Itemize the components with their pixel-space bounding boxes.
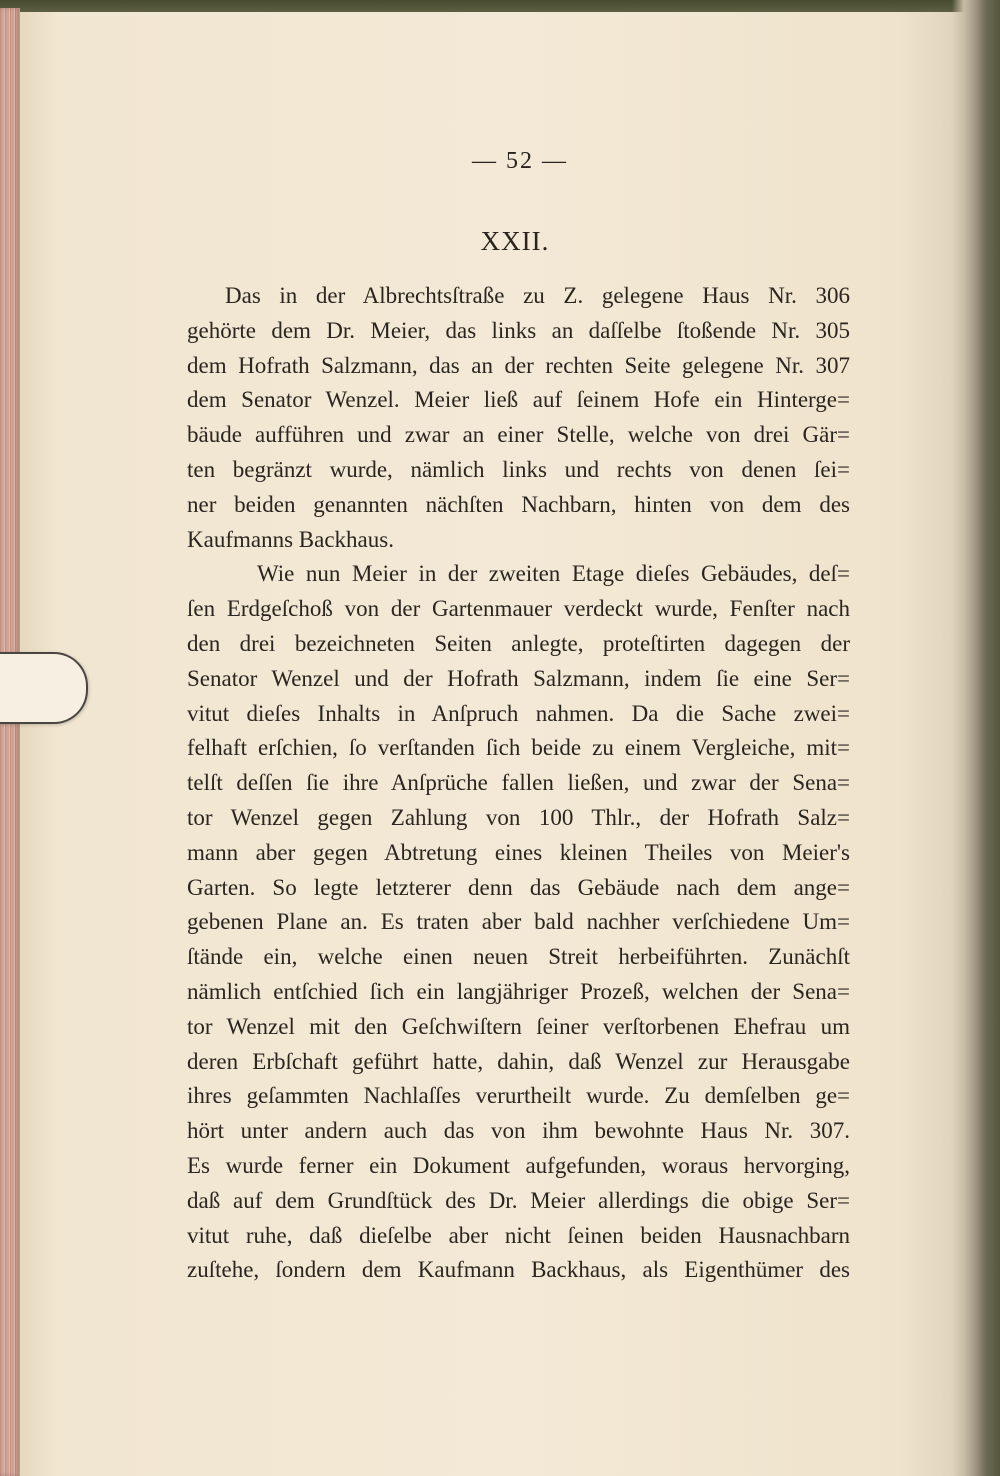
text-line: ner beiden genannten nächſten Nachbarn, hinten von dem des — [187, 491, 850, 517]
text-line: den drei bezeichneten Seiten anlegte, proteſtirten dagegen der — [187, 630, 850, 656]
text-line: ihres geſammten Nachlaſſes verurtheilt wurde. Zu demſelben ge= — [187, 1083, 850, 1109]
text-line: tor Wenzel mit den Geſchwiſtern ſeiner verſtorbenen Ehefrau um — [187, 1013, 850, 1039]
top-cover-edge — [0, 0, 1000, 12]
text-line: bäude aufführen und zwar an einer Stelle, welche von drei Gär= — [187, 422, 850, 448]
text-line: ten begränzt wurde, nämlich links und rechts von denen ſei= — [187, 456, 850, 482]
text-line: gehörte dem Dr. Meier, das links an daſſelbe ſtoßende Nr. 305 — [187, 317, 850, 343]
page-number: — 52 — — [472, 148, 568, 174]
text-line: Kaufmanns Backhaus. — [187, 526, 394, 552]
text-line: ſen Erdgeſchoß von der Gartenmauer verdeckt wurde, Fenſter nach — [187, 596, 850, 622]
text-line: dem Senator Wenzel. Meier ließ auf ſeinem Hofe ein Hinterge= — [187, 387, 850, 413]
text-line: zuſtehe, ſondern dem Kaufmann Backhaus, als Eigenthümer des — [187, 1257, 850, 1283]
text-line: nämlich entſchied ſich ein langjähriger Prozeß, welchen der Sena= — [187, 978, 850, 1004]
chapter-heading: XXII. — [480, 226, 550, 256]
text-line: Das in der Albrechtsſtraße zu Z. gelegene Haus Nr. 306 — [225, 283, 850, 308]
text-line: ſtände ein, welche einen neuen Streit herbeiführten. Zunächſt — [187, 944, 850, 970]
text-line: felhaft erſchien, ſo verſtanden ſich beide zu einem Vergleiche, mit= — [187, 735, 850, 761]
text-line: tor Wenzel gegen Zahlung von 100 Thlr., der Hofrath Salz= — [187, 804, 850, 830]
text-line: Garten. So legte letzterer denn das Gebäude nach dem ange= — [187, 874, 850, 900]
body-text — [187, 279, 850, 1288]
text-line: mann aber gegen Abtretung eines kleinen Theiles von Meier's — [187, 839, 850, 865]
page-tab-marker — [0, 652, 88, 724]
text-line: gebenen Plane an. Es traten aber bald nachher verſchiedene Um= — [187, 909, 850, 935]
text-line: telſt deſſen ſie ihre Anſprüche fallen ließen, und zwar der Sena= — [187, 770, 850, 796]
right-page-shadow — [952, 0, 1000, 1476]
text-line: hört unter andern auch das von ihm bewohnte Haus Nr. 307. — [187, 1118, 850, 1144]
book-edge-left — [0, 8, 20, 1476]
text-line: dem Hofrath Salzmann, das an der rechten Seite gelegene Nr. 307 — [187, 352, 850, 378]
text-line: Es wurde ferner ein Dokument aufgefunden, woraus hervorging, — [187, 1152, 850, 1178]
text-line: Senator Wenzel und der Hofrath Salzmann, indem ſie eine Ser= — [187, 665, 850, 691]
text-line: Wie nun Meier in der zweiten Etage dieſes Gebäudes, deſ= — [257, 561, 850, 587]
text-line: vitut dieſes Inhalts in Anſpruch nahmen. Da die Sache zwei= — [187, 700, 850, 726]
paragraph — [187, 279, 850, 557]
text-line: deren Erbſchaft geführt hatte, dahin, daß Wenzel zur Herausgabe — [187, 1048, 850, 1074]
paragraph — [187, 557, 850, 1288]
text-line: daß auf dem Grundſtück des Dr. Meier allerdings die obige Ser= — [187, 1187, 850, 1213]
text-line: vitut ruhe, daß dieſelbe aber nicht ſeinen beiden Hausnachbarn — [187, 1222, 850, 1248]
